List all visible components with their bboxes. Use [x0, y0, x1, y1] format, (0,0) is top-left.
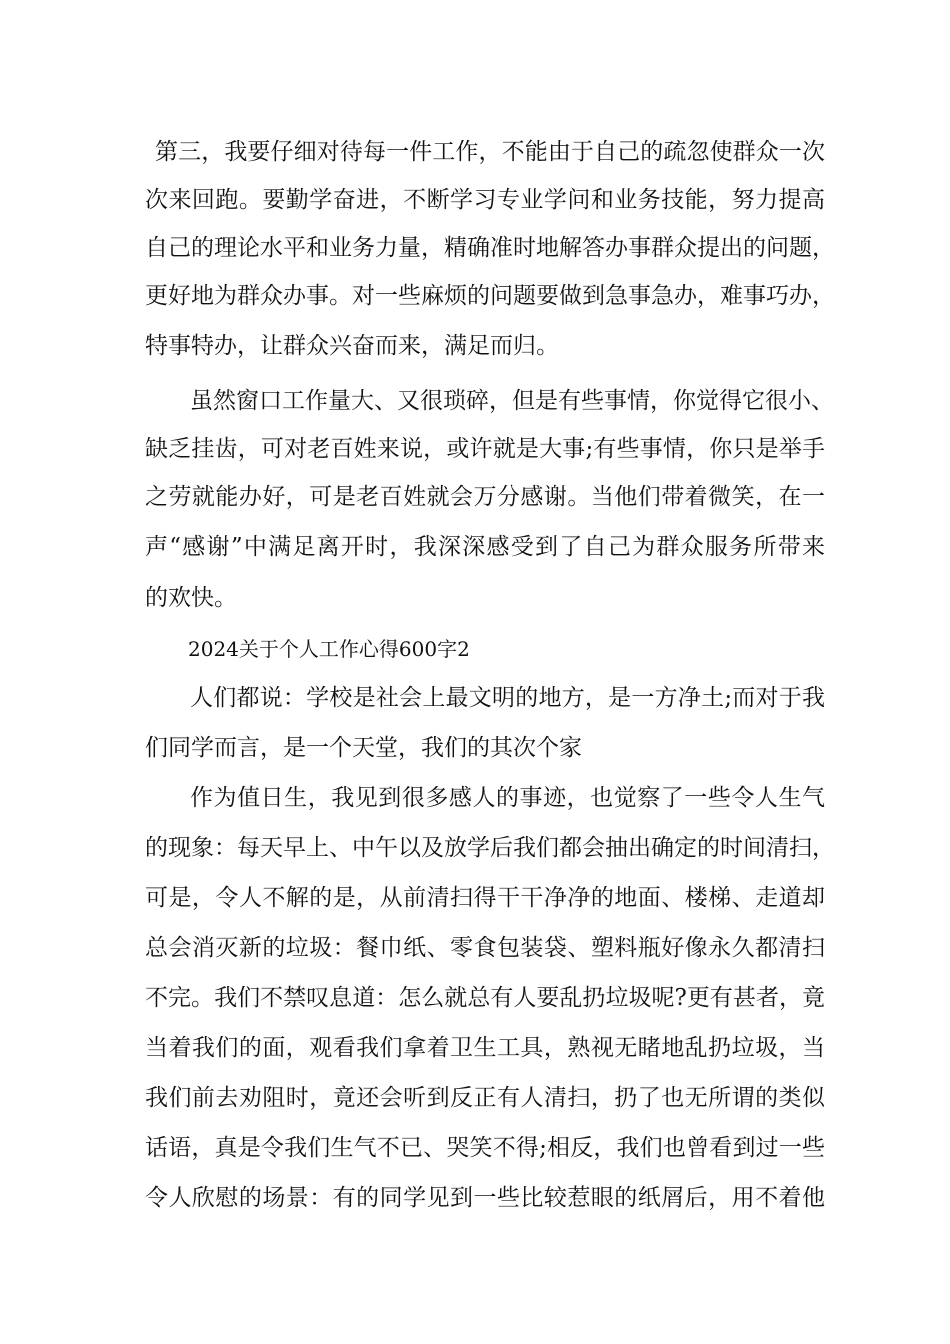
text-line: 当着我们的面，观看我们拿着卫生工具，熟视无睹地乱扔垃圾，当	[145, 1035, 825, 1061]
text-line: 可是，令人不解的是，从前清扫得干干净净的地面、楼梯、走道却	[145, 885, 825, 911]
text-line: 令人欣慰的场景：有的同学见到一些比较惹眼的纸屑后，用不着他	[145, 1185, 825, 1211]
text-line: 更好地为群众办事。对一些麻烦的问题要做到急事急办，难事巧办，	[145, 283, 835, 309]
text-line: 虽然窗口工作量大、又很琐碎，但是有些事情，你觉得它很小、	[190, 388, 834, 414]
text-line: 人们都说：学校是社会上最文明的地方，是一方净土;而对于我	[190, 685, 825, 711]
section-heading: 2024关于个人工作心得600字2	[188, 637, 470, 661]
text-line: 声“感谢”中满足离开时，我深深感受到了自己为群众服务所带来	[145, 534, 825, 560]
text-line: 总会消灭新的垃圾：餐巾纸、零食包装袋、塑料瓶好像永久都清扫	[145, 935, 825, 961]
text-line: 特事特办，让群众兴奋而来，满足而归。	[145, 333, 559, 359]
text-line: 缺乏挂齿，可对老百姓来说，或许就是大事;有些事情，你只是举手	[145, 436, 825, 462]
text-line: 们同学而言，是一个天堂，我们的其次个家	[145, 735, 582, 761]
text-line: 之劳就能办好，可是老百姓就会万分感谢。当他们带着微笑，在一	[145, 484, 825, 510]
text-line: 的欢快。	[145, 585, 237, 611]
text-line: 第三，我要仔细对待每一件工作，不能由于自己的疏忽使群众一次	[155, 139, 825, 165]
text-line: 话语，真是令我们生气不已、哭笑不得;相反，我们也曾看到过一些	[145, 1135, 825, 1161]
text-line: 不完。我们不禁叹息道：怎么就总有人要乱扔垃圾呢?更有甚者，竟	[145, 985, 825, 1011]
text-line: 的现象：每天早上、中午以及放学后我们都会抽出确定的时间清扫，	[145, 835, 835, 861]
text-line: 作为值日生，我见到很多感人的事迹，也觉察了一些令人生气	[190, 785, 825, 811]
text-line: 我们前去劝阻时，竟还会听到反正有人清扫，扔了也无所谓的类似	[145, 1085, 825, 1111]
text-line: 次来回跑。要勤学奋进，不断学习专业学问和业务技能，努力提高	[145, 187, 825, 213]
text-line: 自己的理论水平和业务力量，精确准时地解答办事群众提出的问题，	[145, 235, 835, 261]
